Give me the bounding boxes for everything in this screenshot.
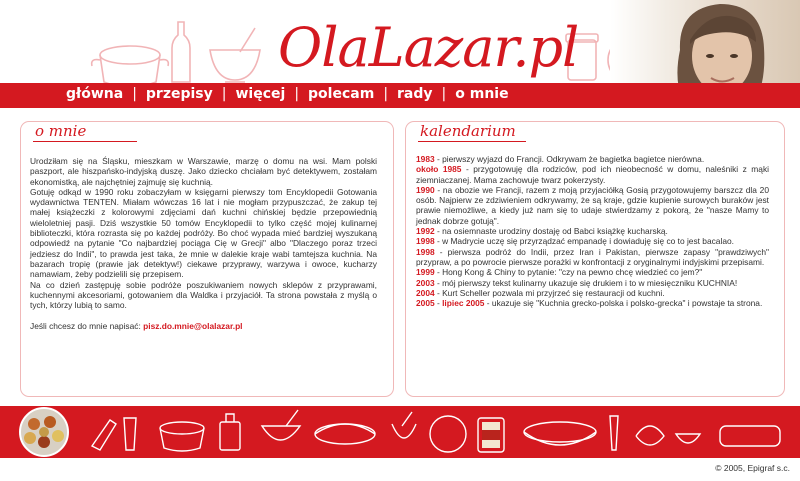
site-logo[interactable]: OlaLazar.pl <box>278 16 579 79</box>
calendar-entry <box>416 185 769 226</box>
calendar-year: 1999 <box>416 267 435 278</box>
nav-separator: | <box>132 86 137 102</box>
calendar-text: - przygotowuję dla rodziców, pod ich nieobecność w domu, naleśniki z mąki ziemniaczanej. Mama zachowuje twarz pokerzysty. <box>416 164 769 185</box>
calendar-entry <box>416 236 769 246</box>
site-header <box>0 0 800 112</box>
kitchenware-illustration <box>0 406 800 458</box>
calendar-text: - Hong Kong & Chiny to pytanie: "czy na pewno chcę wiedzieć co jem?" <box>434 267 703 278</box>
contact-prefix: Jeśli chcesz do mnie napisać: <box>30 320 144 331</box>
footer-band <box>0 406 800 458</box>
calendar-year: 1992 <box>416 226 435 237</box>
title-underline <box>418 141 526 142</box>
calendar-entry: 2005 - lipiec 2005 - ukazuje się "Kuchnia grecko-polska i polsko-grecka" i powstaje ta strona. <box>416 298 763 309</box>
calendar-text: - Kurt Scheller pozwala mi przyjrzeć się restauracji od kuchni. <box>434 287 665 298</box>
calendar-list <box>416 154 769 308</box>
nav-polecam[interactable]: polecam <box>308 86 375 102</box>
calendar-entry <box>416 267 769 277</box>
calendar-entry <box>416 278 769 288</box>
nav-glowna[interactable]: główna <box>66 86 124 102</box>
calendar-entry <box>416 154 769 164</box>
contact-line <box>30 321 377 331</box>
calendar-text: - w Madrycie uczę się przyrządzać empanadę i dowiaduję się co to jest bacalao. <box>434 236 734 247</box>
nav-separator: | <box>221 86 227 102</box>
nav-o-mnie[interactable]: o mnie <box>455 86 509 102</box>
main-navigation <box>66 86 509 102</box>
nav-separator: | <box>294 86 300 102</box>
calendar-text: - ukazuje się "Kuchnia grecko-polska i polsko-grecka" i powstaje ta strona. <box>484 298 763 309</box>
calendar-text: - pierwsza podróż do Indii, przez Iran i Pakistan, pierwsze zapasy "prawdziwych" przypraw, a po powrocie pierwsze porażki w konfrontacji z oryginalnymi indyjskimi przepisami. <box>416 246 769 267</box>
calendar-text: - na osiemnaste urodziny dostaję od Babci książkę kucharską. <box>434 226 668 237</box>
about-paragraph: Urodziłam się na Śląsku, mieszkam w Warszawie, marzę o domu na wsi. Mam polski paszport, ale hiszpańsko-indyjską duszę. Jako dziecko chciałam być detektywem, zostałam ekonomistką, ale najchętniej zajmuję się kuchnią. <box>30 156 377 187</box>
calendar-year: 1983 <box>416 154 435 164</box>
nav-przepisy[interactable]: przepisy <box>145 86 213 102</box>
main-navigation-bar <box>0 83 800 108</box>
calendar-year: 2003 <box>416 277 435 288</box>
calendar-entry <box>416 164 769 185</box>
calendar-year: 2004 <box>416 287 435 298</box>
calendar-entry <box>416 226 769 236</box>
nav-separator: | <box>383 86 389 102</box>
nav-rady[interactable]: rady <box>397 86 433 102</box>
copyright-text: © 2005, Epigraf s.c. <box>715 463 790 473</box>
calendar-text: - mój pierwszy tekst kulinarny ukazuje się drukiem i to w miesięczniku KUCHNIA! <box>434 277 738 288</box>
calendar-text: - na obozie we Francji, razem z moją przyjaciółką Gosią przygotowujemy barszcz dla 20 osób. Najpierw ze zdziwieniem odkrywamy, że są kraje, gdzie kupienie surowych buraków jest prawie niemożliwe, a kiedy już nam się to udaje stwierdzamy z pokorą, że "nasze Mamy to jednak dobrze gotują". <box>416 184 769 226</box>
nav-wiecej[interactable]: więcej <box>235 86 286 102</box>
calendar-text: - pierwszy wyjazd do Francji. Odkrywam że bagietka bagietce nierówna. <box>434 154 705 164</box>
calendar-year: 2005 <box>416 298 435 309</box>
calendar-year: około 1985 <box>416 164 462 175</box>
about-panel <box>20 121 394 397</box>
calendar-year: 1998 <box>416 246 435 257</box>
about-panel-title: o mnie <box>35 122 87 140</box>
calendar-year-secondary: lipiec 2005 <box>442 298 485 309</box>
title-underline <box>33 141 137 142</box>
calendar-entry <box>416 288 769 298</box>
calendar-panel-title: kalendarium <box>420 122 516 140</box>
calendar-year: 1998 <box>416 236 435 247</box>
about-paragraph: Gotuję odkąd w 1990 roku zobaczyłam w księgarni pierwszy tom Encyklopedii Gotowania wydawnictwa TENTEN. Miałam wówczas 16 lat i nie mogłam przypuszczać, że zakup tej małej książeczki z kolorowymi zdjęciami dań kuchni chińskiej będzie przepowiednią wieloletniej pasji. Dziś wszystkie 50 tomów Encyklopedii to tylko część mojej kulinarnej biblioteczki, która rozrasta się po każdej podróży. Bo choć wypada mieć bardziej wyszukaną odpowiedź na pytanie "Co najbardziej pociąga Cię w Grecji" albo "Dlaczego poraz trzeci jedziesz do Indii", to prawda jest taka, że mnie w dalekie kraje wabi tamtejsza kuchnia. Na bazarach tropię (prawie jak detektyw!) ciekawe przyprawy, warzywa i owoce, kucharzy namawiam, żeby podzielili się przepisem. <box>30 186 377 280</box>
calendar-panel <box>405 121 785 397</box>
nav-separator: | <box>441 86 447 102</box>
calendar-year: 1990 <box>416 184 435 195</box>
about-paragraph: Na co dzień zastępuję sobie podróże poszukiwaniem nowych sklepów z przyprawami, kuchennymi akcesoriami, gotowaniem dla Waldka i przyjaciół. Ta strona powstała z myślą o tych, którzy lubią to samo. <box>30 279 377 311</box>
email-link[interactable]: pisz.do.mnie@olalazar.pl <box>143 320 243 331</box>
calendar-entry <box>416 247 769 268</box>
about-text <box>30 156 377 331</box>
